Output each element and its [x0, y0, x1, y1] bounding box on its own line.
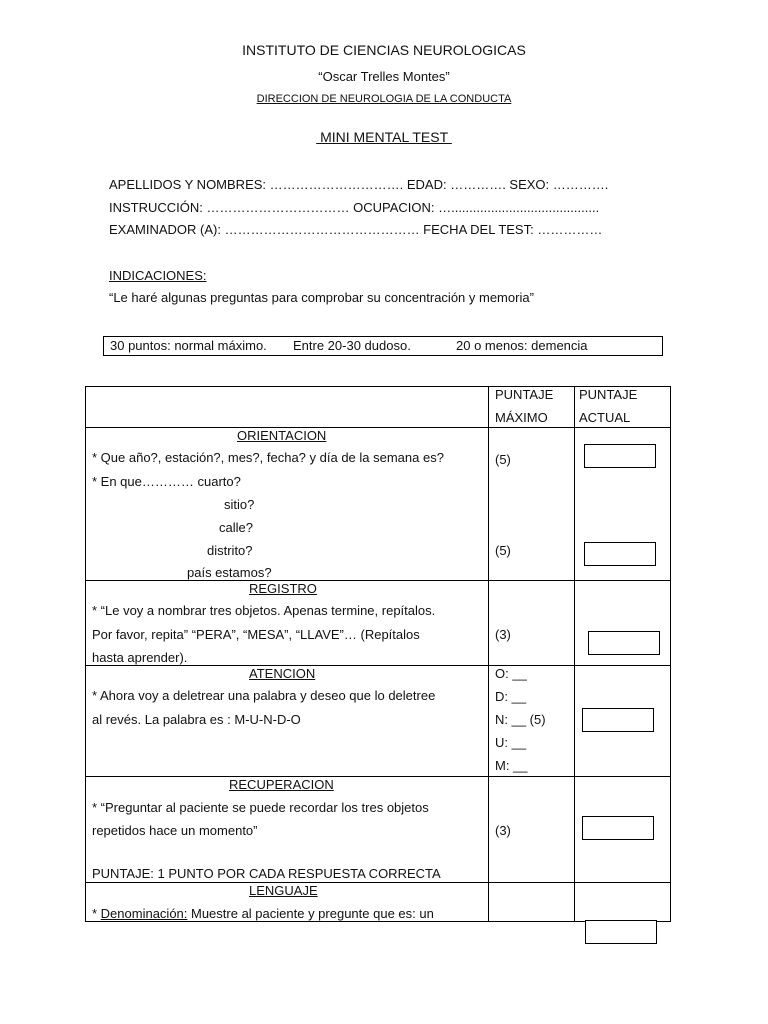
section-registro	[86, 581, 671, 666]
orientacion-q1: * Que año?, estación?, mes?, fecha? y día de la semana es?	[92, 450, 444, 465]
form-line-instruction: INSTRUCCIÓN: …………………………… OCUPACION: ….........................................	[109, 200, 600, 215]
orientacion-title: ORIENTACION	[237, 428, 327, 443]
legend-normal: 30 puntos: normal máximo.	[110, 338, 267, 353]
header-actual-line1: PUNTAJE	[579, 387, 638, 402]
section-lenguaje	[86, 883, 671, 922]
atencion-letter-o: O: __	[495, 666, 527, 681]
orientacion-max2: (5)	[495, 543, 511, 558]
orientacion-q2: * En que………… cuarto?	[92, 474, 241, 489]
recuperacion-max: (3)	[495, 823, 511, 838]
lenguaje-denominacion: Denominación:	[100, 906, 188, 921]
orientacion-q2b: sitio?	[224, 497, 255, 512]
section-orientacion	[86, 428, 671, 581]
registro-line3: hasta aprender).	[92, 650, 188, 665]
section-recuperacion	[86, 777, 671, 883]
atencion-score-input[interactable]	[582, 708, 654, 732]
recuperacion-score-input[interactable]	[582, 816, 654, 840]
orientacion-score-input-1[interactable]	[584, 444, 656, 468]
instructions-heading: INDICACIONES:	[109, 268, 207, 283]
orientacion-q2d: distrito?	[207, 543, 253, 558]
instructions-text: “Le haré algunas preguntas para comprobar su concentración y memoria”	[109, 290, 534, 305]
recuperacion-line1: * “Preguntar al paciente se puede recordar los tres objetos	[92, 800, 429, 815]
registro-line1: * “Le voy a nombrar tres objetos. Apenas termine, repítalos.	[92, 603, 436, 618]
orientacion-score-input-2[interactable]	[584, 542, 656, 566]
recuperacion-line2: repetidos hace un momento”	[92, 823, 258, 838]
orientacion-max1: (5)	[495, 452, 511, 467]
orientacion-q2e: país estamos?	[187, 565, 272, 580]
recuperacion-title: RECUPERACION	[229, 777, 334, 792]
header-empty-cell	[86, 387, 489, 428]
atencion-line1: * Ahora voy a deletrear una palabra y deseo que lo deletree	[92, 688, 436, 703]
lenguaje-line1	[92, 906, 434, 921]
section-atencion	[86, 666, 671, 777]
recuperacion-line3: PUNTAJE: 1 PUNTO POR CADA RESPUESTA CORRECTA	[92, 866, 441, 881]
orientacion-q2c: calle?	[219, 520, 253, 535]
registro-title: REGISTRO	[249, 581, 317, 596]
institute-title: INSTITUTO DE CIENCIAS NEUROLOGICAS	[242, 42, 526, 58]
score-legend	[103, 336, 663, 356]
header-max-line1: PUNTAJE	[495, 387, 554, 402]
atencion-title: ATENCION	[249, 666, 316, 681]
form-line-name: APELLIDOS Y NOMBRES: …………………………. EDAD: …………. SEXO: ………….	[109, 177, 609, 192]
legend-dementia: 20 o menos: demencia	[456, 338, 588, 353]
lenguaje-rest: Muestre al paciente y pregunte que es: un	[187, 906, 434, 921]
table-header-row	[86, 387, 671, 428]
header-actual-line2: ACTUAL	[579, 410, 631, 425]
legend-doubtful: Entre 20-30 dudoso.	[293, 338, 411, 353]
direction-title: DIRECCION DE NEUROLOGIA DE LA CONDUCTA	[256, 93, 512, 105]
header-actual-cell	[575, 387, 671, 428]
institute-name: “Oscar Trelles Montes”	[318, 69, 450, 84]
header-max-cell	[489, 387, 575, 428]
lenguaje-title: LENGUAJE	[249, 883, 318, 898]
atencion-letter-m: M: __	[495, 758, 528, 773]
test-title: MINI MENTAL TEST	[316, 129, 452, 145]
registro-max: (3)	[495, 627, 511, 642]
atencion-line2: al revés. La palabra es : M-U-N-D-O	[92, 712, 301, 727]
atencion-letter-u: U: __	[495, 735, 527, 750]
mmse-table	[85, 386, 671, 922]
lenguaje-prefix: *	[92, 906, 101, 921]
header-max-line2: MÁXIMO	[495, 410, 548, 425]
form-line-examiner: EXAMINADOR (A): ……………………………………… FECHA DEL TEST: ……………	[109, 222, 603, 237]
atencion-letter-d: D: __	[495, 689, 527, 704]
lenguaje-score-input[interactable]	[585, 920, 657, 944]
registro-score-input[interactable]	[588, 631, 660, 655]
registro-line2: Por favor, repita” “PERA”, “MESA”, “LLAVE”… (Repítalos	[92, 627, 420, 642]
atencion-letter-n: N: __ (5)	[495, 712, 546, 727]
